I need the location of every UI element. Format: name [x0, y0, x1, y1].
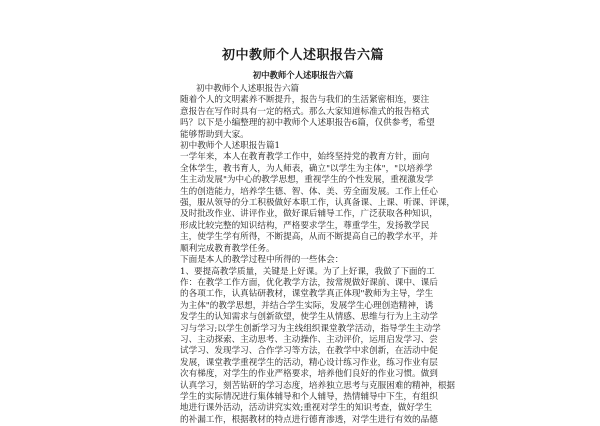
- body-line: 次有梯度，对学生的作业严格要求，培养他们良好的作业习惯。做到: [180, 369, 438, 380]
- body-line: 认真学习，刻苦钻研的学习态度，培养独立思考与克服困难的精神，根据: [180, 380, 456, 391]
- document-body: [180, 84, 456, 426]
- body-line: 一学年来，本人在教育教学工作中，始终坚持党的教育方针，面向: [180, 152, 430, 163]
- body-line: 全体学生，教书育人，为人师表，确立"以学生为主体"，"以培养学: [180, 163, 433, 174]
- body-line: 的各项工作，认真钻研教材，课堂教学真正体现"教师为主导，学生: [180, 289, 434, 300]
- body-line: 作：在教学工作方面，优化教学方法，按常规做好课前、课中、课后: [180, 277, 438, 288]
- body-line: 生主动发展"为中心的教学思想，重视学生的个性发展，重视激发学: [180, 175, 434, 186]
- body-line: 形成比较完整的知识结构，严格要求学生，尊重学生，发扬教学民: [180, 220, 430, 231]
- document-page: [158, 0, 456, 425]
- body-line: 能够帮助到大家。: [180, 129, 249, 140]
- body-line: 的补漏工作，根据教材的特点进行德育渗透，对学生进行有效的品德: [180, 414, 438, 425]
- body-line: 吗？以下是小编整理的初中教师个人述职报告6篇，仅供参考，希望: [180, 118, 435, 129]
- body-line: 为主体"的教学思想，并结合学生实际，发展学生心理创造精神，诱: [180, 300, 434, 311]
- body-line: 生的创造能力，培养学生德、智、体、美、劳全面发展。工作上任心: [180, 186, 438, 197]
- body-line: 下面是本人的教学过程中所得的一些体会：: [180, 255, 344, 266]
- document-title: 初中教师个人述职报告六篇: [221, 48, 384, 63]
- body-line: 发学生的认知需求与创新欲望，使学生从情感、思维与行为上主动学: [180, 312, 438, 323]
- body-line: 初中教师个人述职报告六篇: [196, 84, 300, 94]
- body-line: 顺利完成教育教学任务。: [180, 243, 275, 254]
- body-line: 试学习、发现学习、合作学习等方法，在教学中求创新，在活动中促: [180, 346, 438, 357]
- body-line: 地进行课外活动，活动讲究实效;重视对学生的知识考查，做好学生: [180, 403, 433, 414]
- body-line: 主，使学生学有所得，不断提高，从而不断提高自己的教学水平，并: [180, 232, 438, 243]
- body-line: 随着个人的文明素养不断提升，报告与我们的生活紧密相连，要注: [180, 95, 430, 106]
- body-line: 初中教师个人述职报告篇1: [180, 141, 280, 152]
- body-line: 意报告在写作时具有一定的格式。那么大家知道标准式的报告格式: [180, 106, 430, 117]
- body-line: 习、主动探索、主动思考、主动操作、主动评价，运用启发学习、尝: [180, 334, 438, 345]
- body-line: 学生的实际情况进行集体辅导和个人辅导，热情辅导中下生，有组织: [180, 391, 438, 402]
- body-line: 强，服从领导的分工积极做好本职工作，认真备课、上课、听课、评课，: [180, 198, 456, 209]
- body-line: 及时批改作业、讲评作业，做好课后辅导工作，广泛获取各种知识，: [180, 209, 438, 220]
- body-line: 发展，课堂教学重视学生的活动，精心设计练习作业，练习作业有层: [180, 357, 438, 368]
- body-line: 习与学习;以学生创新学习为主线组织课堂教学活动，指导学生主动学: [180, 323, 441, 334]
- body-line: 1、要提高教学质量，关键是上好课。为了上好课，我做了下面的工: [180, 266, 435, 277]
- document-subtitle: 初中教师个人述职报告六篇: [252, 70, 354, 80]
